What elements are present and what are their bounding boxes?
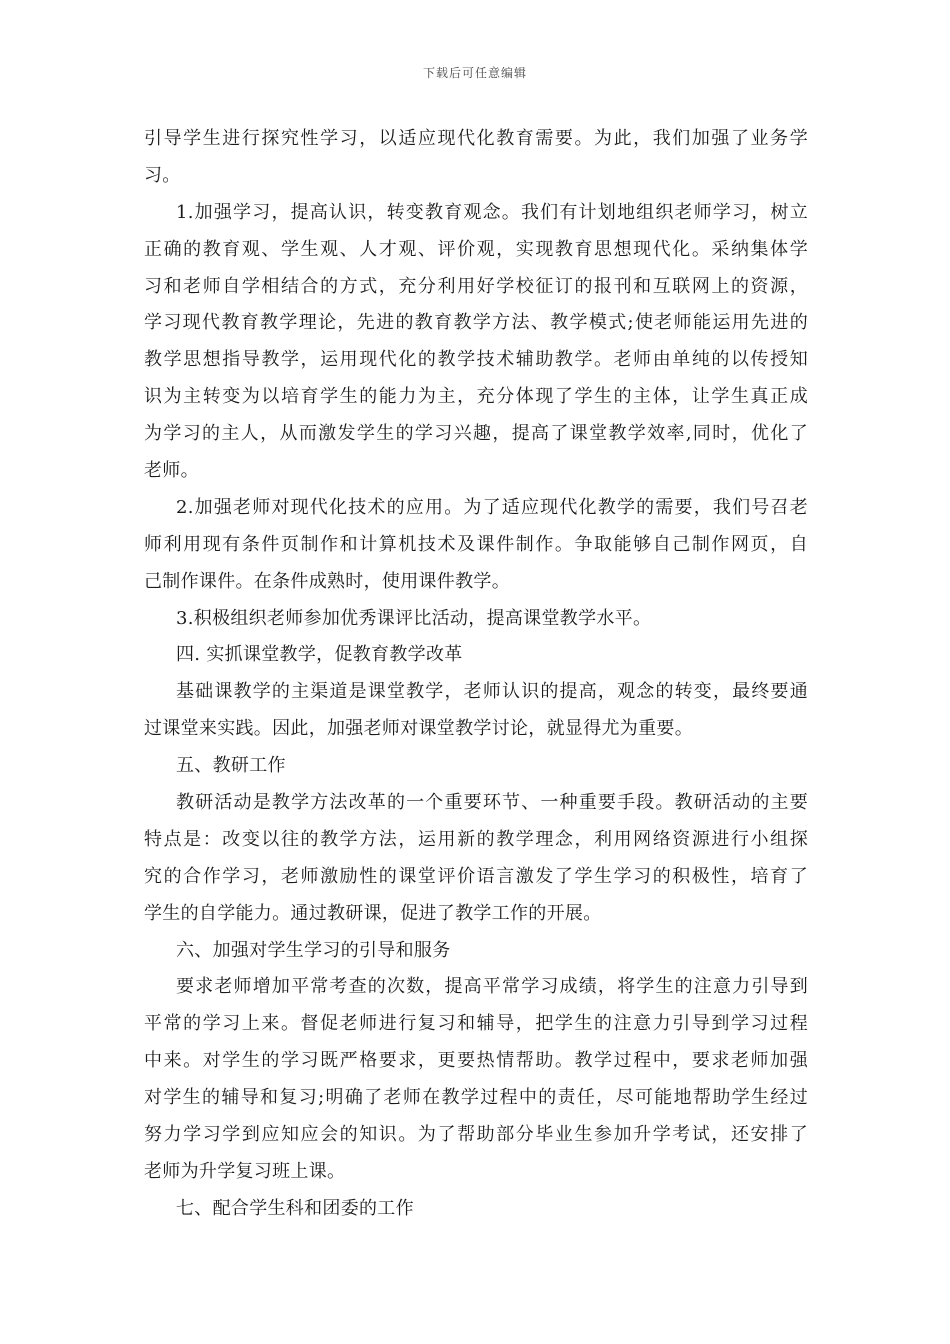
text-line: 正确的教育观、学生观、人才观、评价观，实现教育思想现代化。采纳集体学 (144, 238, 808, 260)
text-line: 四. 实抓课堂教学，促教育教学改革 (176, 644, 463, 666)
text-line: 七、配合学生科和团委的工作 (176, 1197, 414, 1219)
text-line: 引导学生进行探究性学习，以适应现代化教育需要。为此，我们加强了业务学 (144, 128, 808, 149)
text-line: 基础课教学的主渠道是课堂教学，老师认识的提高，观念的转变，最终要通 (176, 681, 808, 703)
text-line: 习和老师自学相结合的方式，充分利用好学校征订的报刊和互联网上的资源， (144, 275, 808, 297)
text-line: 究的合作学习，老师激励性的课堂评价语言激发了学生学习的积极性，培育了 (144, 865, 808, 887)
text-line: 五、教研工作 (176, 755, 286, 777)
text-line: 要求老师增加平常考查的次数，提高平常学习成绩，将学生的注意力引导到 (176, 976, 808, 998)
text-line: 过课堂来实践。因此，加强老师对课堂教学讨论，就显得尤为重要。 (144, 718, 693, 740)
text-line: 为学习的主人，从而激发学生的学习兴趣，提高了课堂教学效率,同时，优化了 (144, 423, 808, 445)
text-line: 努力学习学到应知应会的知识。为了帮助部分毕业生参加升学考试，还安排了 (144, 1124, 808, 1146)
text-line: 平常的学习上来。督促老师进行复习和辅导，把学生的注意力引导到学习过程 (144, 1013, 808, 1035)
page-header-note: 下载后可任意编辑 (422, 66, 527, 80)
text-line: 己制作课件。在条件成熟时，使用课件教学。 (144, 570, 510, 592)
document-body (144, 121, 808, 1228)
text-line: 教学思想指导教学，运用现代化的教学技术辅助教学。老师由单纯的以传授知 (144, 349, 808, 371)
text-line: 师利用现有条件页制作和计算机技术及课件制作。争取能够自己制作网页，自 (144, 533, 808, 555)
text-line: 教研活动是教学方法改革的一个重要环节、一种重要手段。教研活动的主要 (176, 792, 808, 814)
text-line: 对学生的辅导和复习;明确了老师在教学过程中的责任，尽可能地帮助学生经过 (144, 1087, 808, 1109)
text-line: 老师。 (144, 460, 199, 482)
text-line: 中来。对学生的学习既严格要求，更要热情帮助。教学过程中，要求老师加强 (144, 1050, 808, 1072)
text-line: 老师为升学复习班上课。 (144, 1160, 346, 1182)
text-line: 3.积极组织老师参加优秀课评比活动，提高课堂教学水平。 (176, 607, 652, 629)
text-line: 1.加强学习，提高认识，转变教育观念。我们有计划地组织老师学习，树立 (176, 201, 808, 223)
text-line: 学生的自学能力。通过教研课，促进了教学工作的开展。 (144, 902, 602, 924)
text-line: 六、加强对学生学习的引导和服务 (176, 939, 451, 961)
text-line: 识为主转变为以培育学生的能力为主，充分体现了学生的主体，让学生真正成 (144, 386, 808, 408)
text-line: 学习现代教育教学理论，先进的教育教学方法、教学模式;使老师能运用先进的 (144, 312, 808, 334)
text-line: 习。 (144, 164, 181, 186)
text-line: 2.加强老师对现代化技术的应用。为了适应现代化教学的需要，我们号召老 (176, 496, 808, 518)
text-line: 特点是：改变以往的教学方法，运用新的教学理念，利用网络资源进行小组探 (144, 828, 808, 850)
